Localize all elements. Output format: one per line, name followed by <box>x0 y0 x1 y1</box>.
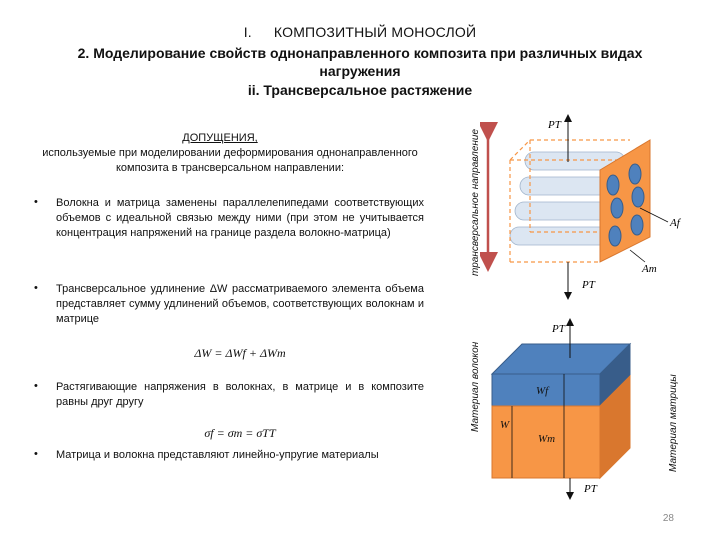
bullet-marker-4: • <box>34 448 38 460</box>
assumption-item-4: Матрица и волокна представляют линейно-упругие материалы <box>56 449 379 461</box>
bullet-marker-2: • <box>34 282 38 294</box>
pt-label-bottom: PT <box>582 279 595 291</box>
wm-label: Wm <box>538 433 556 445</box>
slide-subtitle: 2. Моделирование свойств однонаправленного композита при различных видах нагружения <box>77 45 643 79</box>
layered-block-diagram <box>480 318 680 500</box>
fiber-section-2 <box>629 164 641 184</box>
formula-elongation: ΔW = ΔWf + ΔWm <box>194 346 286 360</box>
wf-label: Wf <box>536 385 549 397</box>
pt-label-bottom-2: PT <box>584 483 597 495</box>
matrix-material-label: Материал матрицы <box>668 374 679 472</box>
subsection-title: ii. Трансверсальное растяжение <box>247 82 473 98</box>
pt-label-top: PT <box>548 119 561 131</box>
assumption-item-3: Растягивающие напряжения в волокнах, в матрице и в композите равны друг другу <box>56 381 424 408</box>
w-label: W <box>500 419 510 431</box>
am-label: Am <box>642 263 657 275</box>
bullet-marker-1: • <box>34 196 38 208</box>
fiber-section-5 <box>609 226 621 246</box>
fiber-section-3 <box>611 198 623 218</box>
section-header <box>0 24 720 40</box>
fiber-section-4 <box>632 187 644 207</box>
fiber-cube-diagram <box>480 112 710 302</box>
assumptions-title: ДОПУЩЕНИЯ, <box>182 132 258 144</box>
transverse-direction-label: трансверсальное направление <box>470 128 481 276</box>
fiber-section-6 <box>631 215 643 235</box>
assumption-item-1: Волокна и матрица заменены параллелепипедами соответствующих объемов с идеальной связью между ними (при этом не учитывается концентрация напряжений на границе раздела волокно-матрица) <box>56 197 424 239</box>
pt-label-top-2: PT <box>552 323 565 335</box>
section-number: I. <box>243 24 252 40</box>
fiber-material-label: Материал волокон <box>470 341 481 432</box>
fiber-section-1 <box>607 175 619 195</box>
bullet-marker-3: • <box>34 380 38 392</box>
slide-number: 28 <box>662 513 674 524</box>
assumption-item-2: Трансверсальное удлинение ΔW рассматриваемого элемента объема представляет сумму удлинений объемов, соответствующих волокнам и матрице <box>56 283 424 325</box>
assumptions-subtitle: используемые при моделировании деформирования однонаправленного композита в трансверсальном направлении: <box>42 147 418 174</box>
af-label: Af <box>670 217 680 229</box>
formula-stress: σf = σm = σTT <box>204 426 276 440</box>
section-title: КОМПОЗИТНЫЙ МОНОСЛОЙ <box>273 24 477 40</box>
